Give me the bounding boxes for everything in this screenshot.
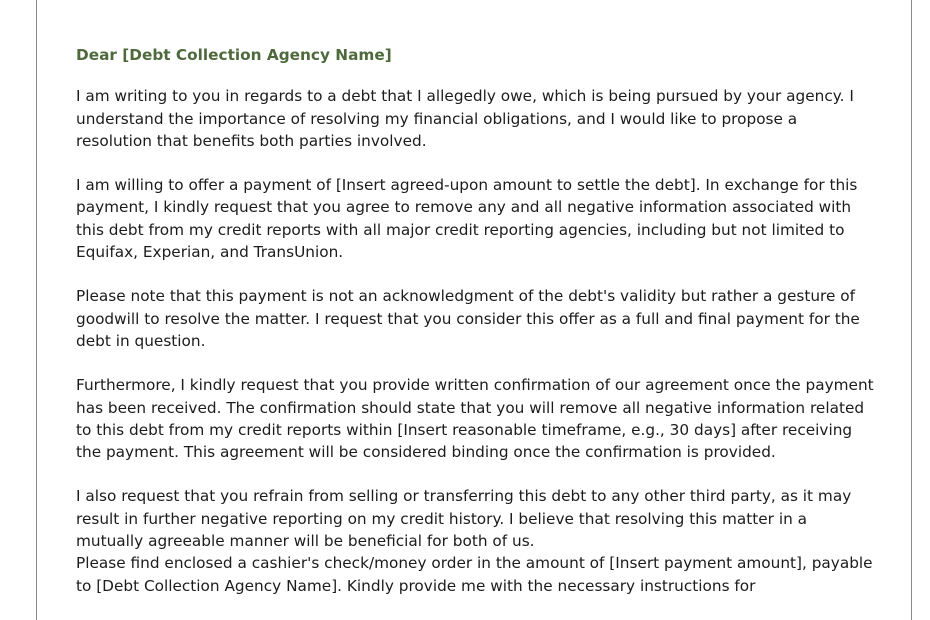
paragraph-no-acknowledgment: Please note that this payment is not an acknowledgment of the debt's validity but rather a gesture of goodwill to resolve the matter. I request that you consider this offer as a full and final payment for the debt in question. bbox=[76, 287, 860, 350]
paragraph-no-transfer: I also request that you refrain from selling or transferring this debt to any other third party, as it may result in further negative reporting on my credit history. I believe that resolving this matter in a mutually agreeable manner will be beneficial for both of us. bbox=[76, 487, 852, 551]
letter-body bbox=[76, 44, 876, 597]
paragraph-intro: I am writing to you in regards to a debt that I allegedly owe, which is being pursued by your agency. I understand the importance of resolving my financial obligations, and I would like to propose a resolution that benefits both parties involved. bbox=[76, 87, 854, 150]
paragraph-confirmation: Furthermore, I kindly request that you provide written confirmation of our agreement once the payment has been received. The confirmation should state that you will remove all negative information related to this debt from my credit reports within [Insert reasonable timeframe, e.g., 30 days] after receiving the payment. This agreement will be considered binding once the confirmation is provided. bbox=[76, 376, 874, 462]
paragraph-enclosed-payment: Please find enclosed a cashier's check/money order in the amount of [Insert payment amount], payable to [Debt Collection Agency Name]. Kindly provide me with the necessary instructions for bbox=[76, 554, 873, 595]
paragraph-offer: I am willing to offer a payment of [Insert agreed-upon amount to settle the debt]. In exchange for this payment, I kindly request that you agree to remove any and all negative information associated with this debt from my credit reports with all major credit reporting agencies, including but not limited to Equifax, Experian, and TransUnion. bbox=[76, 176, 858, 262]
salutation: Dear [Debt Collection Agency Name] bbox=[76, 46, 392, 64]
